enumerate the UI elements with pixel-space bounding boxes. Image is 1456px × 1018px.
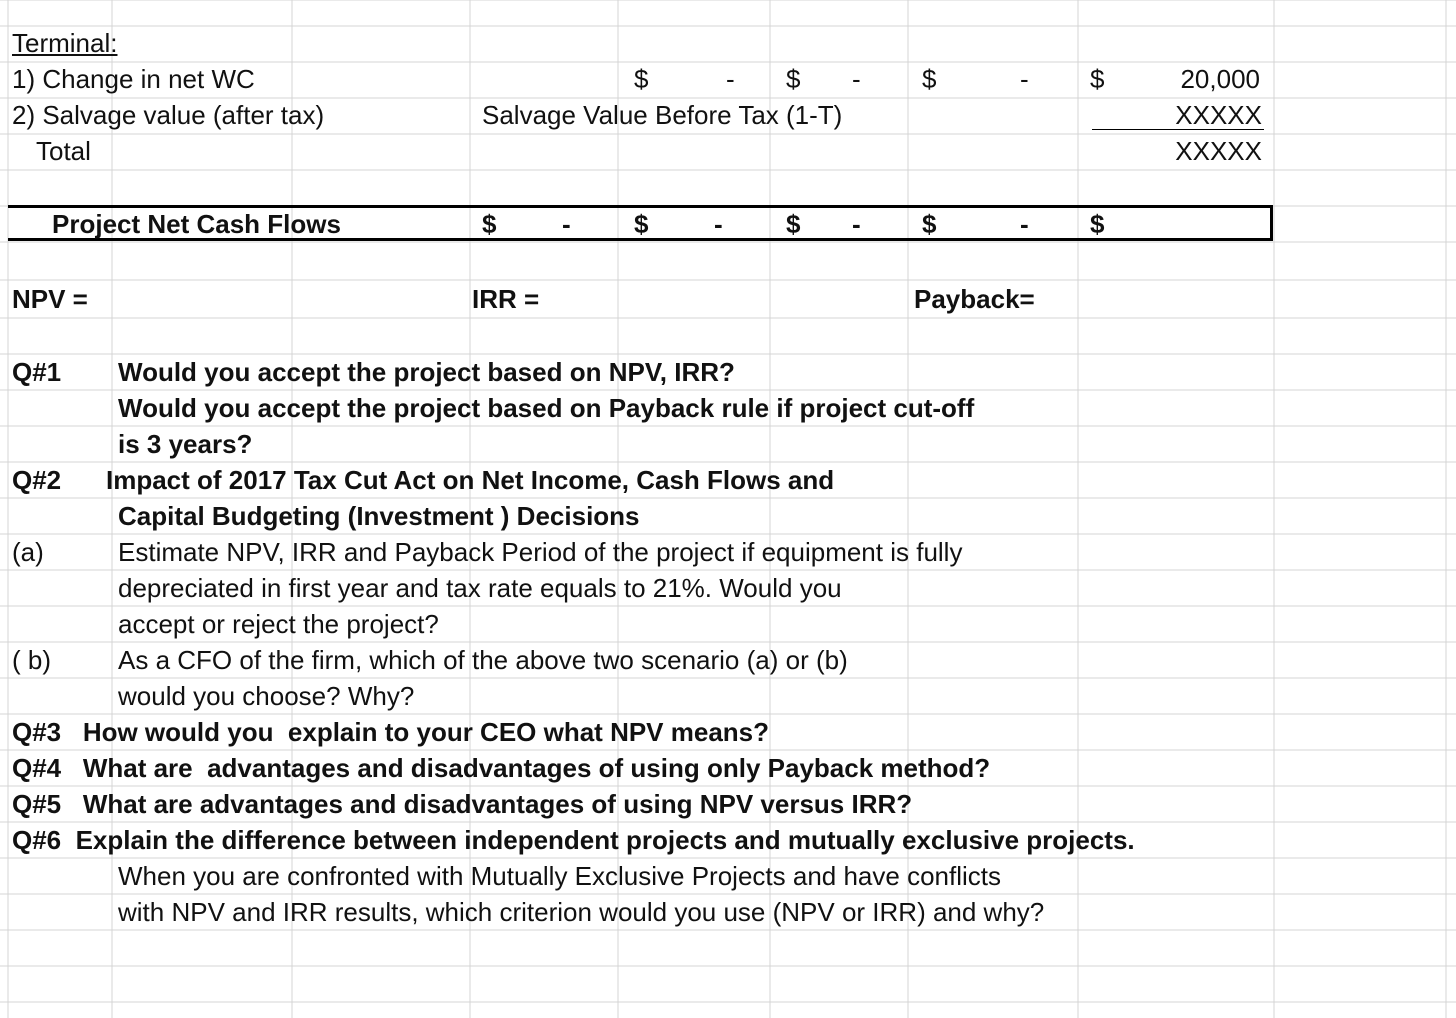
wc-dash-3[interactable]: -	[1020, 64, 1029, 94]
salvage-underline	[1092, 129, 1264, 130]
q2-label[interactable]: Q#2	[12, 465, 62, 495]
ncf-dash-1[interactable]: -	[562, 209, 571, 239]
ncf-currency-5[interactable]: $	[1090, 209, 1105, 239]
q6-line-3[interactable]: with NPV and IRR results, which criterion would you use (NPV or IRR) and why?	[118, 897, 1045, 927]
q6-line[interactable]: Q#6 Explain the difference between independent projects and mutually exclusive projects.	[12, 825, 1135, 855]
total-final-value[interactable]: XXXXX	[1175, 136, 1262, 166]
ncf-currency-2[interactable]: $	[634, 209, 649, 239]
salvage-final-value[interactable]: XXXXX	[1175, 100, 1262, 130]
q1-line-1[interactable]: Would you accept the project based on NPV, IRR?	[118, 357, 735, 387]
ncf-currency-4[interactable]: $	[922, 209, 937, 239]
wc-currency-2[interactable]: $	[786, 64, 801, 94]
qa-line-3[interactable]: accept or reject the project?	[118, 609, 439, 639]
wc-currency-4[interactable]: $	[1090, 64, 1105, 94]
q6-line-2[interactable]: When you are confronted with Mutually Exclusive Projects and have conflicts	[118, 861, 1001, 891]
ncf-currency-3[interactable]: $	[786, 209, 801, 239]
net-cash-flows-label[interactable]: Project Net Cash Flows	[52, 209, 341, 239]
wc-currency-1[interactable]: $	[634, 64, 649, 94]
q1-line-2[interactable]: Would you accept the project based on Payback rule if project cut-off	[118, 393, 975, 423]
qb-label[interactable]: ( b)	[12, 645, 51, 675]
qa-line-1[interactable]: Estimate NPV, IRR and Payback Period of the project if equipment is fully	[118, 537, 963, 567]
qa-label[interactable]: (a)	[12, 537, 44, 567]
q3-line[interactable]: Q#3 How would you explain to your CEO what NPV means?	[12, 717, 770, 747]
change-net-wc-label[interactable]: 1) Change in net WC	[12, 64, 255, 94]
terminal-heading[interactable]: Terminal:	[12, 28, 118, 58]
q5-line[interactable]: Q#5 What are advantages and disadvantages of using NPV versus IRR?	[12, 789, 913, 819]
wc-dash-1[interactable]: -	[726, 64, 735, 94]
wc-currency-3[interactable]: $	[922, 64, 937, 94]
ncf-currency-1[interactable]: $	[482, 209, 497, 239]
q1-line-3[interactable]: is 3 years?	[118, 429, 253, 459]
q2-line-1[interactable]: Impact of 2017 Tax Cut Act on Net Income, Cash Flows and	[106, 465, 835, 495]
qb-line-2[interactable]: would you choose? Why?	[118, 681, 415, 711]
qa-line-2[interactable]: depreciated in first year and tax rate equals to 21%. Would you	[118, 573, 842, 603]
ncf-dash-4[interactable]: -	[1020, 209, 1029, 239]
qb-line-1[interactable]: As a CFO of the firm, which of the above two scenario (a) or (b)	[118, 645, 848, 675]
q2-line-2[interactable]: Capital Budgeting (Investment ) Decisions	[118, 501, 640, 531]
ncf-dash-2[interactable]: -	[714, 209, 723, 239]
salvage-before-tax-note[interactable]: Salvage Value Before Tax (1-T)	[482, 100, 843, 130]
total-label[interactable]: Total	[36, 136, 91, 166]
ncf-dash-3[interactable]: -	[852, 209, 861, 239]
q4-line[interactable]: Q#4 What are advantages and disadvantages of using only Payback method?	[12, 753, 991, 783]
wc-final-value[interactable]: 20,000	[1180, 64, 1260, 94]
salvage-value-label[interactable]: 2) Salvage value (after tax)	[12, 100, 325, 130]
payback-label[interactable]: Payback=	[914, 284, 1035, 314]
q1-label[interactable]: Q#1	[12, 357, 62, 387]
npv-label[interactable]: NPV =	[12, 284, 88, 314]
wc-dash-2[interactable]: -	[852, 64, 861, 94]
irr-label[interactable]: IRR =	[472, 284, 540, 314]
